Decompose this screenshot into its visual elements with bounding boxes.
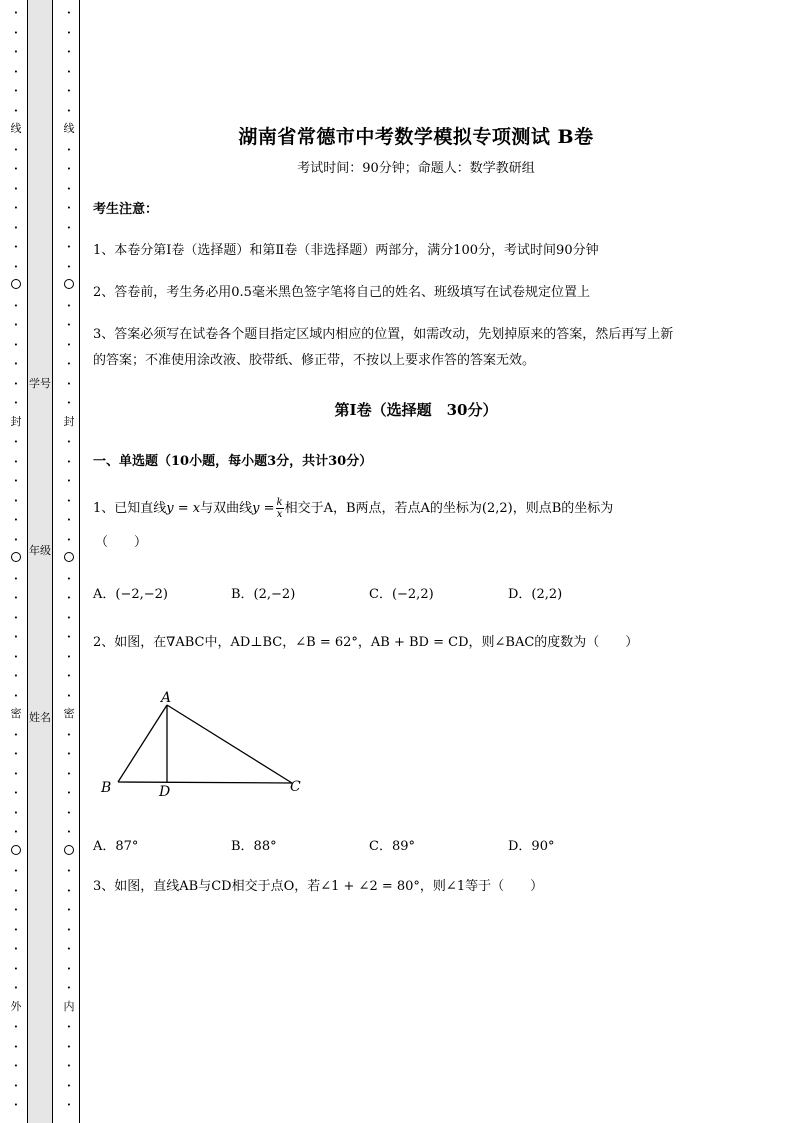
binding-dot <box>6 299 26 312</box>
binding-dot <box>59 221 79 234</box>
exam-info: 考试时间：90分钟；命题人：数学教研组 <box>297 161 535 176</box>
binding-dot <box>6 572 26 585</box>
q1-option-b: B．(2,−2) <box>231 587 296 602</box>
binding-dot <box>59 864 79 877</box>
binding-dot <box>6 786 26 799</box>
binding-dot <box>59 84 79 97</box>
q1-fraction <box>276 497 284 520</box>
binding-label: 线 <box>10 122 22 135</box>
side-ac <box>167 705 292 783</box>
binding-dot <box>6 318 26 331</box>
binding-dot <box>59 903 79 916</box>
binding-dot <box>6 104 26 117</box>
binding-dot <box>6 260 26 273</box>
binding-dot <box>59 572 79 585</box>
q1-option-a: A．(−2,−2) <box>93 587 168 602</box>
binding-dot <box>6 435 26 448</box>
binding-dot <box>59 338 79 351</box>
binding-label: 密 <box>10 707 22 720</box>
side-ab <box>118 705 167 782</box>
binding-dot <box>6 650 26 663</box>
binding-dot <box>59 104 79 117</box>
binding-dot <box>59 533 79 546</box>
binding-dot <box>59 591 79 604</box>
binding-dot <box>59 806 79 819</box>
q1-fraction-numerator: k <box>276 497 283 508</box>
field-name: 姓名 <box>29 711 51 724</box>
q1-prefix: 1、已知直线 <box>93 501 167 516</box>
binding-dot <box>59 1098 79 1111</box>
binding-dot <box>6 162 26 175</box>
notice-item: 1、本卷分第I卷（选择题）和第Ⅱ卷（非选择题）两部分，满分100分，考试时间90分钟 <box>93 243 599 258</box>
q1-answer-blank: （ ） <box>95 535 148 550</box>
section-heading: 一、单选题（10小题，每小题3分，共计30分） <box>93 454 373 469</box>
binding-dots-right <box>59 0 79 1123</box>
binding-dot <box>59 357 79 370</box>
q2-option-a: A．87° <box>93 839 139 854</box>
binding-dot <box>59 143 79 156</box>
binding-dot <box>6 611 26 624</box>
binding-dot <box>6 903 26 916</box>
binding-dot <box>6 591 26 604</box>
binding-dot <box>6 884 26 897</box>
binding-dot <box>6 1059 26 1072</box>
binding-dot <box>6 1079 26 1092</box>
triangle-figure <box>95 685 315 805</box>
side-bc <box>118 782 292 783</box>
binding-dot <box>6 45 26 58</box>
q1-mid: 与双曲线 <box>200 501 253 516</box>
binding-dot <box>6 864 26 877</box>
question-2: 2、如图，在∇ABC中，AD⊥BC，∠B = 62°，AB + BD = CD，则∠BAC的度数为（ ） <box>93 635 639 650</box>
binding-circle <box>59 552 79 565</box>
field-grade: 年级 <box>29 544 51 557</box>
binding-circle <box>59 845 79 858</box>
binding-dot <box>59 494 79 507</box>
binding-dot <box>59 767 79 780</box>
binding-dot <box>59 728 79 741</box>
binding-label: 线 <box>63 122 75 135</box>
binding-label: 外 <box>10 999 22 1013</box>
binding-dot <box>6 396 26 409</box>
question-1 <box>93 496 613 522</box>
vertex-label-b: B <box>101 780 112 796</box>
binding-dot <box>59 513 79 526</box>
binding-dot <box>59 201 79 214</box>
binding-dot <box>6 630 26 643</box>
page-title: 湖南省常德市中考数学模拟专项测试 B卷 <box>238 126 594 148</box>
binding-circle <box>6 279 26 292</box>
binding-dot <box>6 533 26 546</box>
binding-dot <box>59 1079 79 1092</box>
binding-dot <box>6 669 26 682</box>
binding-dot <box>6 728 26 741</box>
notice-heading: 考生注意： <box>93 202 159 217</box>
binding-dot <box>59 396 79 409</box>
binding-dot <box>59 455 79 468</box>
binding-dot <box>6 65 26 78</box>
binding-dot <box>6 942 26 955</box>
binding-dot <box>6 767 26 780</box>
binding-dot <box>59 981 79 994</box>
binding-dot <box>59 162 79 175</box>
binding-dot <box>6 806 26 819</box>
binding-dot <box>6 182 26 195</box>
binding-dot <box>59 962 79 975</box>
binding-dot <box>6 26 26 39</box>
binding-label: 内 <box>63 999 75 1013</box>
q2-option-c: C．89° <box>369 839 415 854</box>
binding-dot <box>59 611 79 624</box>
binding-dot <box>6 981 26 994</box>
binding-dot <box>6 6 26 19</box>
q1-line-equation: y = x <box>166 501 201 516</box>
binding-dot <box>6 377 26 390</box>
binding-dot <box>59 942 79 955</box>
vertex-label-c: C <box>290 779 301 795</box>
binding-dot <box>6 240 26 253</box>
binding-dot <box>6 1020 26 1033</box>
binding-label: 密 <box>63 707 75 720</box>
binding-dot <box>6 201 26 214</box>
binding-dot <box>59 65 79 78</box>
binding-dot <box>59 240 79 253</box>
vertex-label-a: A <box>161 690 172 706</box>
binding-dot <box>6 455 26 468</box>
notice-item: 2、答卷前，考生务必用0.5毫米黑色签字笔将自己的姓名、班级填写在试卷规定位置上 <box>93 285 590 300</box>
binding-circle <box>6 552 26 565</box>
binding-dot <box>6 1040 26 1053</box>
binding-dot <box>6 1098 26 1111</box>
field-student-id: 学号 <box>29 377 51 390</box>
part-title: 第I卷（选择题 30分） <box>334 401 498 419</box>
binding-dot <box>6 474 26 487</box>
binding-dot <box>59 260 79 273</box>
binding-dot <box>59 1040 79 1053</box>
question-3: 3、如图，直线AB与CD相交于点O，若∠1 + ∠2 = 80°，则∠1等于（ ） <box>93 879 544 894</box>
binding-dot <box>59 689 79 702</box>
binding-label: 封 <box>63 414 75 428</box>
binding-dot <box>59 6 79 19</box>
notice-item: 3、答案必须写在试卷各个题目指定区域内相应的位置，如需改动，先划掉原来的答案，然后再写上新 <box>93 327 674 342</box>
binding-dot <box>59 747 79 760</box>
binding-dot <box>59 1020 79 1033</box>
q2-option-b: B．88° <box>231 839 277 854</box>
binding-dot <box>59 630 79 643</box>
q1-option-c: C．(−2,2) <box>369 587 434 602</box>
binding-dot <box>59 923 79 936</box>
q1-option-d: D．(2,2) <box>508 587 563 602</box>
binding-label: 封 <box>10 414 22 428</box>
vertex-label-d: D <box>159 784 171 800</box>
binding-dot <box>59 377 79 390</box>
binding-dot <box>59 318 79 331</box>
binding-dot <box>6 143 26 156</box>
binding-dot <box>6 962 26 975</box>
q2-option-d: D．90° <box>508 839 555 854</box>
binding-dots-left <box>6 0 26 1123</box>
notice-item: 的答案；不准使用涂改液、胶带纸、修正带，不按以上要求作答的答案无效。 <box>93 353 536 368</box>
binding-dot <box>6 357 26 370</box>
binding-dot <box>6 689 26 702</box>
binding-strip <box>27 0 53 1123</box>
binding-dot <box>59 182 79 195</box>
binding-dot <box>59 786 79 799</box>
q1-suffix: 相交于A，B两点，若点A的坐标为(2,2)，则点B的坐标为 <box>284 501 614 516</box>
q1-hyperbola-lhs: y = <box>252 501 275 516</box>
binding-dot <box>59 884 79 897</box>
binding-circle <box>6 845 26 858</box>
binding-dot <box>59 669 79 682</box>
binding-dot <box>59 825 79 838</box>
binding-dot <box>6 221 26 234</box>
binding-dot <box>59 45 79 58</box>
binding-circle <box>59 279 79 292</box>
binding-dot <box>59 650 79 663</box>
binding-dot <box>6 747 26 760</box>
binding-dot <box>6 825 26 838</box>
binding-dot <box>59 299 79 312</box>
binding-dot <box>6 338 26 351</box>
q1-fraction-denominator: x <box>276 509 283 520</box>
binding-cut-line <box>79 0 80 1123</box>
binding-dot <box>59 435 79 448</box>
binding-dot <box>6 513 26 526</box>
binding-dot <box>6 494 26 507</box>
binding-dot <box>6 84 26 97</box>
binding-dot <box>59 1059 79 1072</box>
binding-dot <box>6 923 26 936</box>
binding-dot <box>59 474 79 487</box>
binding-dot <box>59 26 79 39</box>
